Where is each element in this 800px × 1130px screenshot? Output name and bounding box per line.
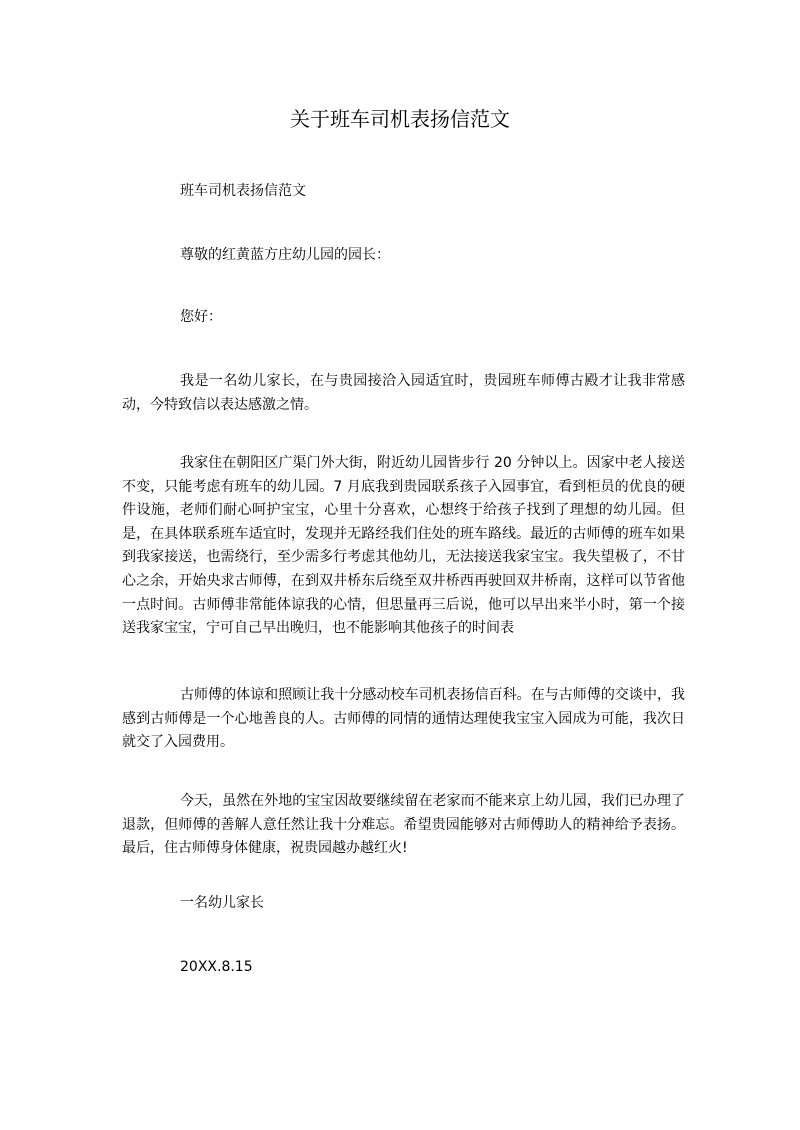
signature: 一名幼儿家长 xyxy=(180,895,264,911)
greeting: 您好： xyxy=(180,309,222,325)
body-paragraph: 我是一名幼儿家长，在与贵园接洽入园适宜时，贵园班车师傅古殿才让我非常感动，今特致信以表达感激之情。 xyxy=(122,373,685,413)
salutation: 尊敬的红黄蓝方庄幼儿园的园长： xyxy=(180,247,390,263)
date: 20XX.8.15 xyxy=(180,959,253,975)
document-subtitle: 班车司机表扬信范文 xyxy=(180,183,306,199)
body-paragraph: 我家住在朝阳区广渠门外大街，附近幼儿园皆步行 20 分钟以上。因家中老人接送不变，只能考虑有班车的幼儿园。7 月底我到贵园联系孩子入园事宜，看到柜员的优良的硬件设施，老师们耐心呵护宝宝，心里十分喜欢，心想终于给孩子找到了理想的幼儿园。但是，在具体联系班车适宜时，发现并无路经我们住处的班车路线。最近的古师傅的班车如果到我家接送，也需绕行，至少需多行考虑其他幼儿，无法接送我家宝宝。我失望极了，不甘心之余，开始央求古师傅，在到双井桥东后绕至双井桥西再驶回双井桥南，这样可以节省他一点时间。古师傅非常能体谅我的心情，但思量再三后说，他可以早出来半小时，第一个接送我家宝宝，宁可自己早出晚归，也不能影响其他孩子的时间表 xyxy=(122,455,685,637)
document-title: 关于班车司机表扬信范文 xyxy=(290,107,510,131)
body-paragraph: 今天，虽然在外地的宝宝因故要继续留在老家而不能来京上幼儿园，我们已办理了退款，但师傅的善解人意任然让我十分难忘。希望贵园能够对古师傅助人的精神给予表扬。最后，住古师傅身体健康，祝贵园越办越红火! xyxy=(122,793,685,857)
body-paragraph: 古师傅的体谅和照顾让我十分感动校车司机表扬信百科。在与古师傅的交谈中，我感到古师傅是一个心地善良的人。古师傅的同情的通情达理使我宝宝入园成为可能，我次日就交了入园费用。 xyxy=(122,687,685,751)
